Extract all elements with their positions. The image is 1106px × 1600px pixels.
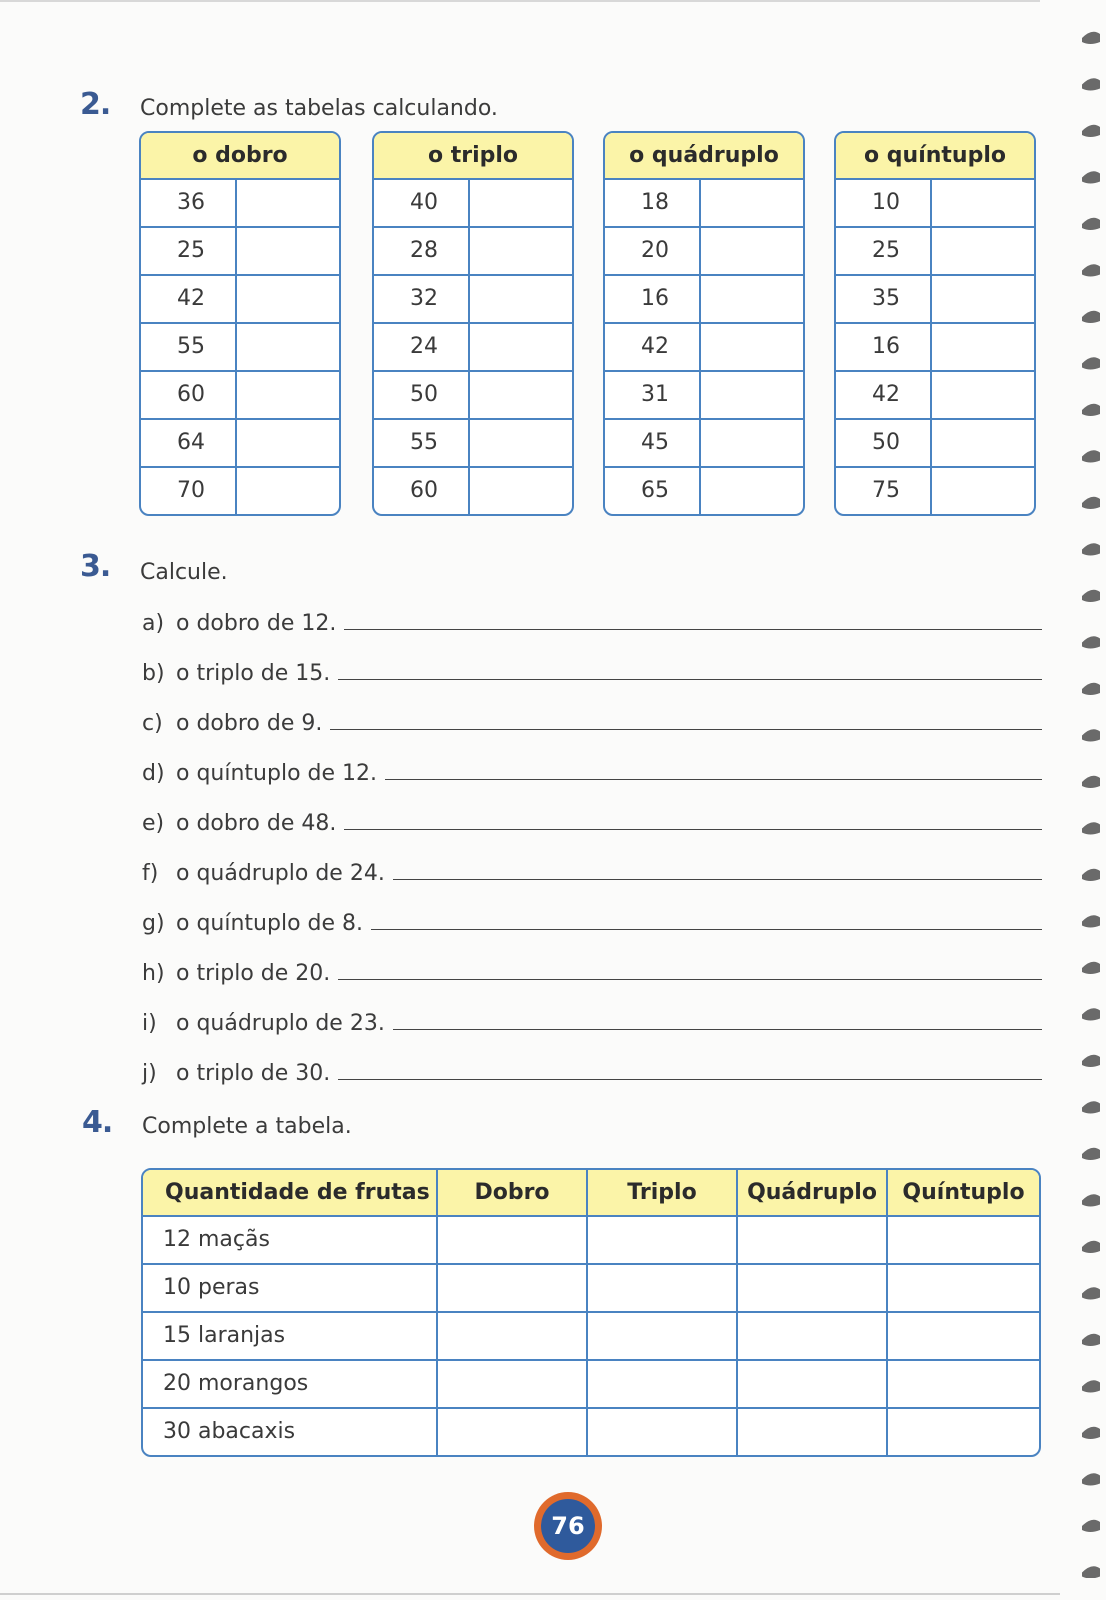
given-value: 42 [141,276,237,322]
table-row [605,466,803,514]
calc-item [142,636,1042,686]
given-value: 16 [605,276,701,322]
table-row [143,1215,1039,1263]
answer-cell[interactable] [701,468,803,514]
given-value: 40 [374,180,470,226]
given-value: 50 [836,420,932,466]
answer-cell[interactable] [701,180,803,226]
answer-cell[interactable] [470,180,572,226]
item-text: o dobro de 9. [176,711,323,736]
table-header: o triplo [374,133,572,180]
table-quadruplo [603,131,805,516]
answer-cell[interactable] [701,324,803,370]
answer-cell[interactable] [470,468,572,514]
table-row [374,466,572,514]
fruit-label: 12 maçãs [163,1227,270,1252]
given-value: 31 [605,372,701,418]
given-value: 75 [836,468,932,514]
page-number: 76 [541,1499,595,1553]
table-row [836,226,1034,274]
table-row [836,466,1034,514]
table-row [374,370,572,418]
page-number-badge [534,1492,602,1560]
calc-item [142,686,1042,736]
given-value: 42 [605,324,701,370]
given-value: 25 [141,228,237,274]
answer-cell[interactable] [470,228,572,274]
table-row [141,226,339,274]
table-row [836,418,1034,466]
spiral-ring [1082,1380,1100,1392]
column-header: Triplo [586,1170,736,1215]
spiral-ring [1082,78,1100,90]
item-letter: a) [142,611,165,636]
calc-item [142,1036,1042,1086]
spiral-ring [1082,729,1100,741]
answer-cell[interactable] [932,372,1034,418]
answer-cell[interactable] [886,1409,1039,1455]
item-letter: g) [142,911,165,936]
table-dobro [139,131,341,516]
spiral-ring [1082,1194,1100,1206]
given-value: 70 [141,468,237,514]
answer-cell[interactable] [886,1217,1039,1263]
spiral-ring [1082,1427,1100,1439]
table-row [141,466,339,514]
answer-cell[interactable] [932,228,1034,274]
spiral-ring [1082,497,1100,509]
answer-cell[interactable] [932,324,1034,370]
spiral-ring [1082,1101,1100,1113]
answer-cell[interactable] [736,1409,886,1455]
item-text: o dobro de 12. [176,611,337,636]
calc-item [142,736,1042,786]
table-quintuplo [834,131,1036,516]
answer-cell[interactable] [932,180,1034,226]
answer-cell[interactable] [736,1361,886,1407]
table-row [605,274,803,322]
item-letter: j) [142,1061,157,1086]
answer-cell[interactable] [586,1361,736,1407]
answer-cell[interactable] [436,1217,586,1263]
exercise-2-number: 2. [80,87,111,122]
exercise-3-number: 3. [80,549,111,584]
fruit-label: 30 abacaxis [163,1419,296,1444]
exercise-3-instruction: Calcule. [140,560,228,585]
item-letter: d) [142,761,165,786]
answer-cell[interactable] [237,468,339,514]
spiral-ring [1082,1008,1100,1020]
given-value: 25 [836,228,932,274]
table-row [374,180,572,226]
given-value: 45 [605,420,701,466]
answer-cell[interactable] [701,372,803,418]
answer-cell[interactable] [470,420,572,466]
table-row [605,370,803,418]
table-row [143,1359,1039,1407]
item-text: o quíntuplo de 12. [176,761,377,786]
answer-cell[interactable] [736,1313,886,1359]
spiral-ring [1082,1241,1100,1253]
item-text: o triplo de 30. [176,1061,331,1086]
spiral-ring [1082,822,1100,834]
column-header: Quantidade de frutas [165,1180,430,1205]
answer-cell[interactable] [436,1313,586,1359]
answer-cell[interactable] [586,1265,736,1311]
table-row [836,180,1034,226]
given-value: 32 [374,276,470,322]
answer-line[interactable] [344,629,1042,630]
item-text: o quádruplo de 24. [176,861,385,886]
answer-line[interactable] [371,929,1042,930]
item-text: o quíntuplo de 8. [176,911,363,936]
answer-line[interactable] [344,829,1042,830]
table-row [374,418,572,466]
table-row [374,274,572,322]
table-row [141,370,339,418]
answer-line[interactable] [393,879,1042,880]
spiral-ring [1082,264,1100,276]
answer-cell[interactable] [237,420,339,466]
answer-cell[interactable] [736,1217,886,1263]
item-letter: i) [142,1011,157,1036]
table-row [605,226,803,274]
fruit-label: 10 peras [163,1275,260,1300]
given-value: 60 [374,468,470,514]
spiral-ring [1082,543,1100,555]
answer-cell[interactable] [586,1409,736,1455]
answer-cell[interactable] [237,180,339,226]
exercise-4-number: 4. [82,1105,113,1140]
answer-line[interactable] [338,1079,1042,1080]
spiral-ring [1082,1055,1100,1067]
item-letter: c) [142,711,163,736]
answer-cell[interactable] [436,1361,586,1407]
given-value: 10 [836,180,932,226]
table-header: o quíntuplo [836,133,1034,180]
given-value: 24 [374,324,470,370]
spiral-ring [1082,311,1100,323]
answer-cell[interactable] [470,324,572,370]
table-row [836,274,1034,322]
given-value: 28 [374,228,470,274]
fruit-table [141,1168,1041,1457]
spiral-ring [1082,869,1100,881]
calc-item [142,986,1042,1036]
answer-cell[interactable] [586,1313,736,1359]
given-value: 50 [374,372,470,418]
table-triplo [372,131,574,516]
spiral-ring [1082,404,1100,416]
spiral-ring [1082,1566,1100,1578]
calc-item [142,836,1042,886]
calc-item [142,786,1042,836]
item-text: o dobro de 48. [176,811,337,836]
given-value: 42 [836,372,932,418]
spiral-ring [1082,636,1100,648]
table-row [605,180,803,226]
exercise-4-instruction: Complete a tabela. [142,1114,352,1139]
answer-cell[interactable] [237,324,339,370]
table-row [836,370,1034,418]
fruit-label: 15 laranjas [163,1323,286,1348]
spiral-ring [1082,1473,1100,1485]
spiral-ring [1082,1287,1100,1299]
spiral-ring [1082,962,1100,974]
column-header: Quádruplo [736,1170,886,1215]
given-value: 16 [836,324,932,370]
calc-item [142,886,1042,936]
calc-list [142,586,1042,1086]
answer-cell[interactable] [932,276,1034,322]
given-value: 55 [141,324,237,370]
item-letter: h) [142,961,165,986]
table-row [141,322,339,370]
spiral-binding [1078,18,1104,1578]
answer-line[interactable] [393,1029,1042,1030]
table-row [836,322,1034,370]
answer-cell[interactable] [436,1409,586,1455]
spiral-ring [1082,171,1100,183]
given-value: 55 [374,420,470,466]
table-row [143,1407,1039,1455]
spiral-ring [1082,1334,1100,1346]
answer-line[interactable] [385,779,1042,780]
column-header: Dobro [436,1170,586,1215]
answer-line[interactable] [338,679,1042,680]
answer-line[interactable] [330,729,1042,730]
given-value: 20 [605,228,701,274]
item-text: o triplo de 15. [176,661,331,686]
answer-cell[interactable] [886,1313,1039,1359]
spiral-ring [1082,683,1100,695]
spiral-ring [1082,32,1100,44]
answer-cell[interactable] [470,276,572,322]
spiral-ring [1082,590,1100,602]
answer-cell[interactable] [237,372,339,418]
answer-cell[interactable] [701,420,803,466]
answer-line[interactable] [338,979,1042,980]
table-row [605,418,803,466]
item-letter: b) [142,661,165,686]
given-value: 36 [141,180,237,226]
table-header: o dobro [141,133,339,180]
answer-cell[interactable] [932,468,1034,514]
answer-cell[interactable] [886,1265,1039,1311]
fruit-label: 20 morangos [163,1371,309,1396]
answer-cell[interactable] [736,1265,886,1311]
spiral-ring [1082,1520,1100,1532]
answer-cell[interactable] [436,1265,586,1311]
calc-item [142,586,1042,636]
table-header: o quádruplo [605,133,803,180]
spiral-ring [1082,218,1100,230]
given-value: 35 [836,276,932,322]
spiral-ring [1082,125,1100,137]
spiral-ring [1082,450,1100,462]
table-row [143,1311,1039,1359]
table-row [141,180,339,226]
given-value: 60 [141,372,237,418]
answer-cell[interactable] [886,1361,1039,1407]
given-value: 65 [605,468,701,514]
table-row [374,226,572,274]
item-letter: e) [142,811,165,836]
column-header: Quíntuplo [886,1170,1039,1215]
table-row [374,322,572,370]
answer-cell[interactable] [237,276,339,322]
spiral-ring [1082,357,1100,369]
answer-cell[interactable] [586,1217,736,1263]
spiral-ring [1082,776,1100,788]
table-row [141,274,339,322]
item-letter: f) [142,861,159,886]
exercise-2-instruction: Complete as tabelas calculando. [140,96,498,121]
answer-cell[interactable] [701,276,803,322]
answer-cell[interactable] [237,228,339,274]
given-value: 18 [605,180,701,226]
table-row [605,322,803,370]
answer-cell[interactable] [932,420,1034,466]
item-text: o triplo de 20. [176,961,331,986]
given-value: 64 [141,420,237,466]
table-row [141,418,339,466]
spiral-ring [1082,1148,1100,1160]
spiral-ring [1082,915,1100,927]
calc-item [142,936,1042,986]
fruit-table-header [143,1170,1039,1215]
table-row [143,1263,1039,1311]
answer-cell[interactable] [701,228,803,274]
item-text: o quádruplo de 23. [176,1011,385,1036]
answer-cell[interactable] [470,372,572,418]
